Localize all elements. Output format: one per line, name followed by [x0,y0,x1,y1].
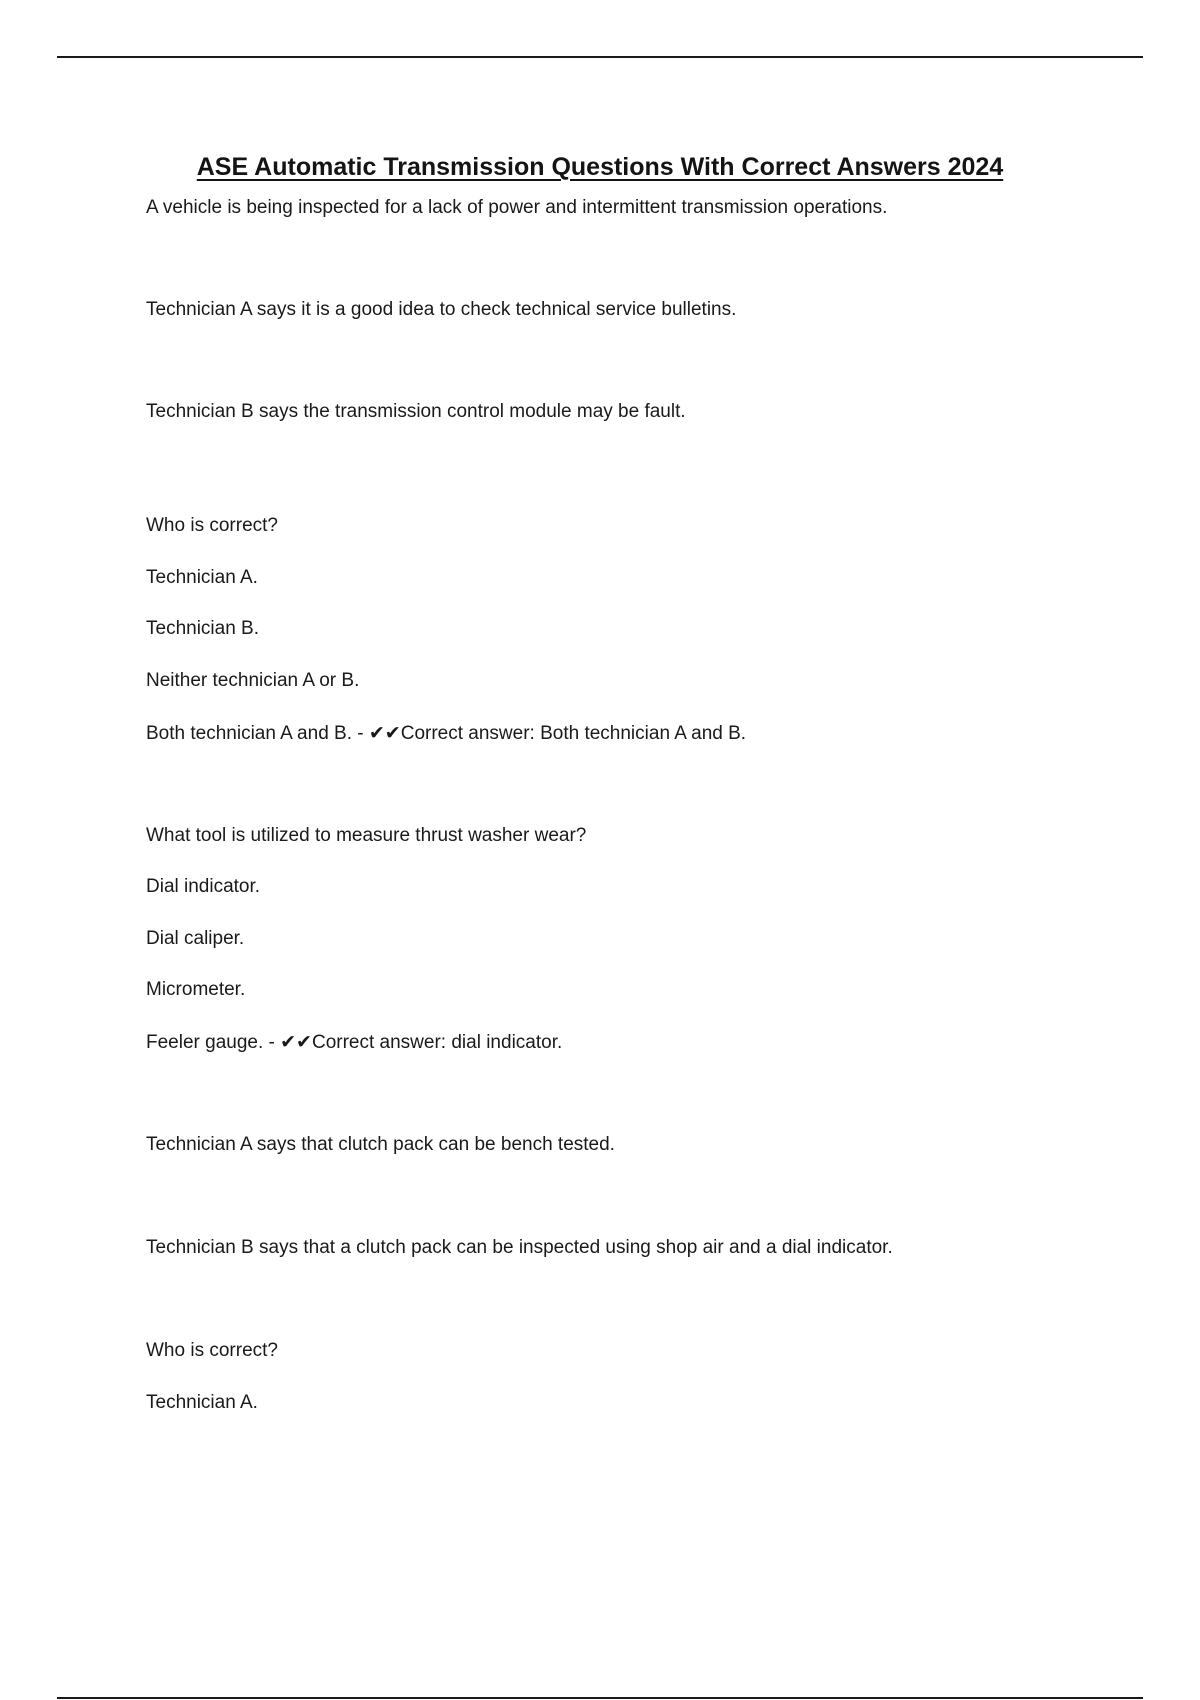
q1-stem: A vehicle is being inspected for a lack of power and intermittent transmission operations. [146,197,888,218]
q1-option-1: Technician A. [146,567,258,588]
q3-statement-b: Technician B says that a clutch pack can be inspected using shop air and a dial indicator. [146,1237,893,1258]
q2-option-1: Dial indicator. [146,876,261,897]
q1-correct-answer: Correct answer: Both technician A and B. [400,723,747,744]
q1-statement-b: Technician B says the transmission control module may be fault. [146,401,686,422]
q3-statement-a: Technician A says that clutch pack can be bench tested. [146,1134,615,1155]
q1-option-3: Neither technician A or B. [146,670,360,691]
q3-option-1: Technician A. [146,1392,258,1413]
q1-statement-a: Technician A says it is a good idea to check technical service bulletins. [146,299,737,320]
q1-option-4-with-answer [146,721,746,746]
q2-option-2: Dial caliper. [146,928,245,949]
q2-correct-answer: Correct answer: dial indicator. [311,1032,563,1053]
bottom-rule [57,1697,1143,1699]
checkmark-icon: ✔✔ [280,1031,312,1053]
q1-option-2: Technician B. [146,618,260,639]
q2-prompt: What tool is utilized to measure thrust washer wear? [146,825,587,846]
top-rule [57,56,1143,58]
q2-option-4: Feeler gauge. - [146,1032,275,1053]
q2-option-4-with-answer [146,1030,562,1055]
q1-prompt: Who is correct? [146,515,278,536]
checkmark-icon: ✔✔ [368,722,401,744]
document-title-text: ASE Automatic Transmission Questions With Correct Answers 2024 [196,153,1004,181]
q1-option-4: Both technician A and B. - [146,723,364,744]
q2-option-3: Micrometer. [146,979,246,1000]
document-title [0,146,1200,183]
q3-prompt: Who is correct? [146,1340,278,1361]
